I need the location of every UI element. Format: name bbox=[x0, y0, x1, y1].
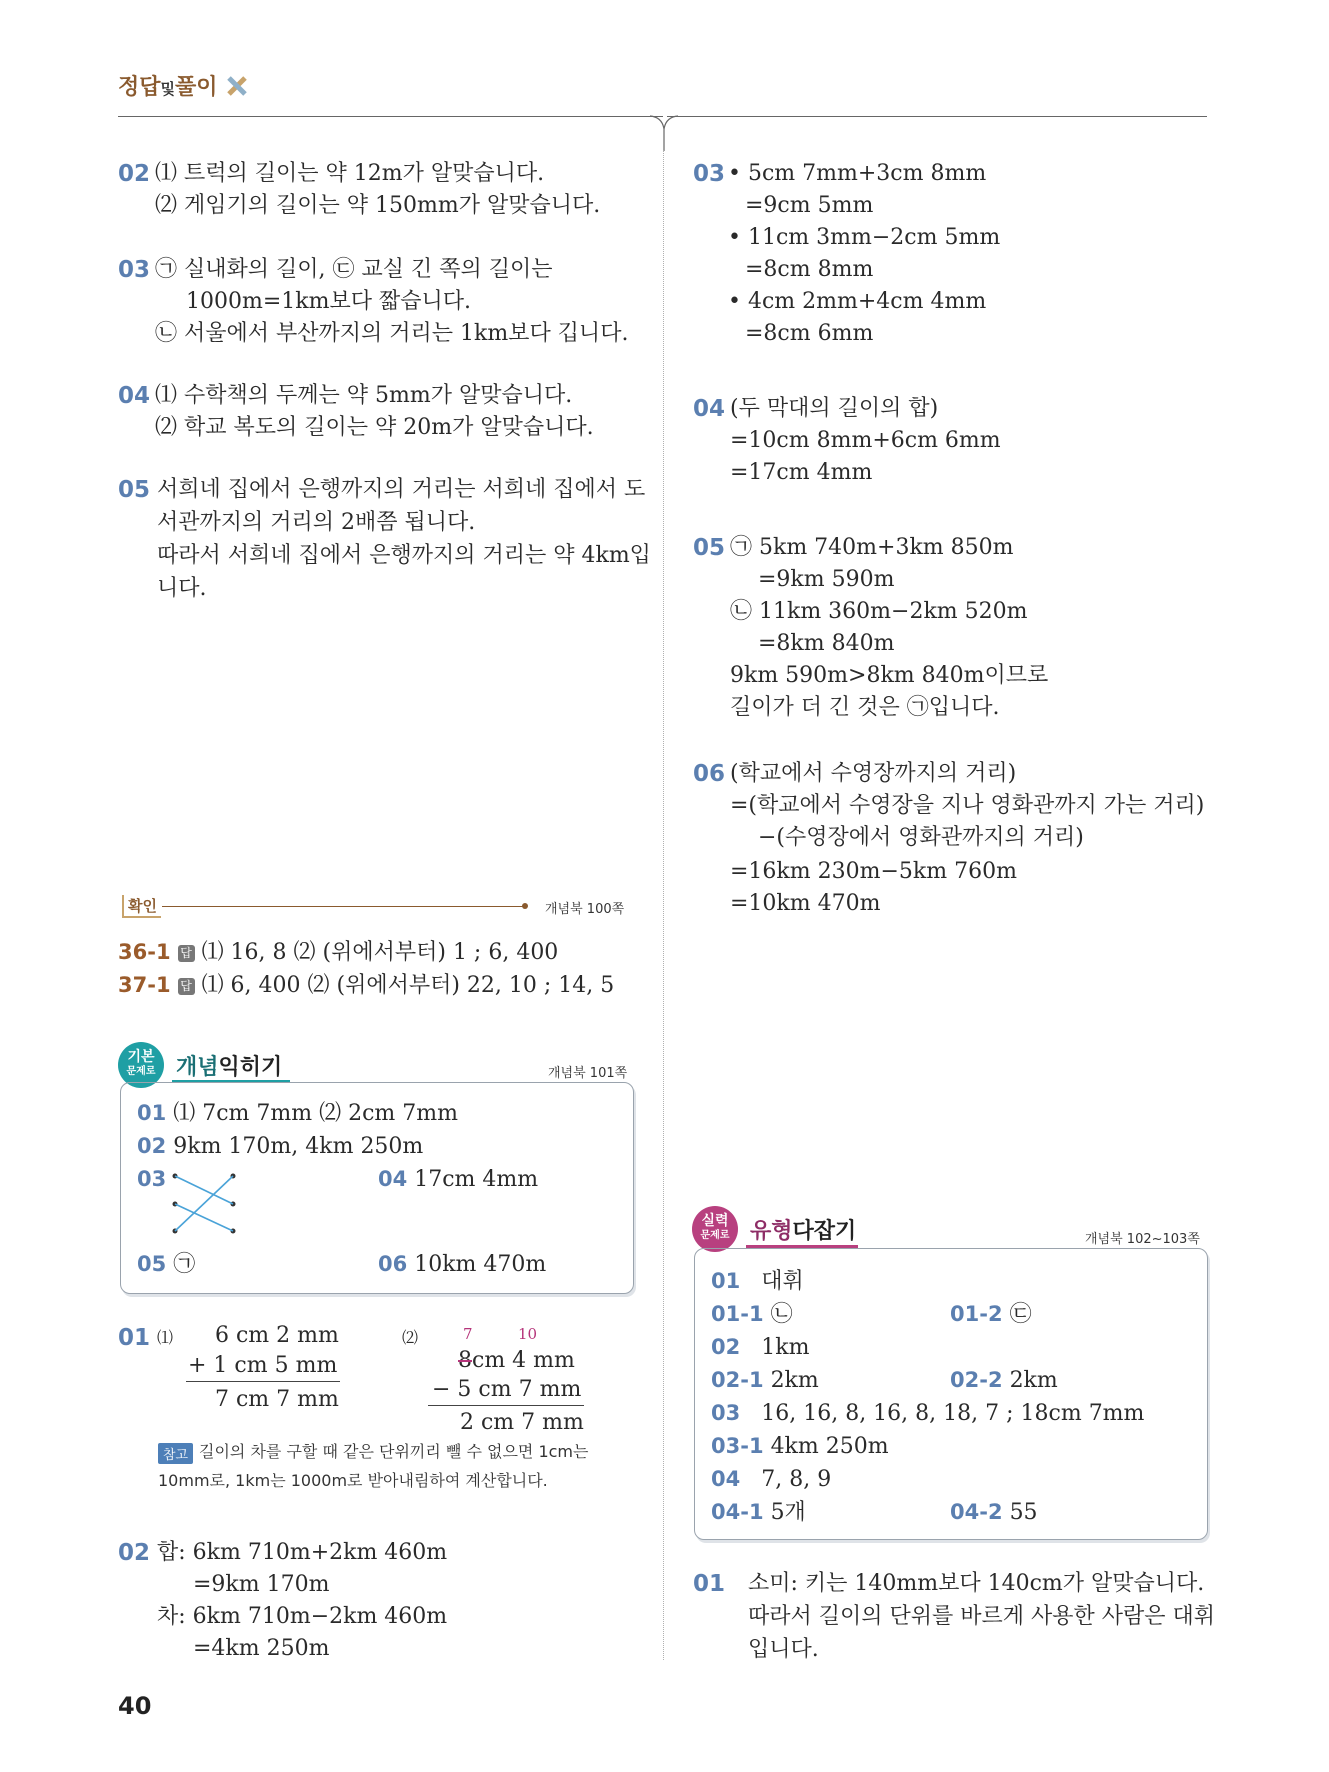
note-line: 길이의 차를 구할 때 같은 단위끼리 뺄 수 없으면 1cm는 bbox=[199, 1442, 589, 1461]
note-tag: 참고 bbox=[158, 1443, 193, 1464]
question-number: 04 bbox=[118, 383, 151, 409]
item-text: 9km 170m, 4km 250m bbox=[173, 1134, 424, 1159]
question-number: 01 bbox=[693, 1571, 726, 1597]
item-text: 7, 8, 9 bbox=[761, 1467, 832, 1492]
item-text: 2km bbox=[1009, 1368, 1058, 1393]
box2-item bbox=[711, 1331, 809, 1364]
answer-line: =10cm 8mm+6cm 6mm bbox=[730, 428, 1001, 453]
answer-line: =10km 470m bbox=[730, 891, 881, 916]
item-text: 2km bbox=[770, 1368, 819, 1393]
calc-row: − 5 cm 7 mm bbox=[432, 1377, 582, 1402]
page-number: 40 bbox=[118, 1692, 152, 1720]
borrow-digit: 7 bbox=[463, 1325, 473, 1343]
item-number: 02 bbox=[137, 1134, 167, 1158]
badge-line1: 실력 bbox=[701, 1213, 729, 1229]
item-text: 10km 470m bbox=[414, 1252, 547, 1277]
box2-item bbox=[711, 1397, 1144, 1430]
header-rule bbox=[118, 116, 663, 117]
part-label: ⑴ bbox=[157, 1328, 174, 1347]
answer-line: 서희네 집에서 은행까지의 거리는 서희네 집에서 도 bbox=[157, 477, 646, 502]
answer-line: ⑵ 게임기의 길이는 약 150mm가 알맞습니다. bbox=[155, 193, 601, 218]
box2-item bbox=[711, 1298, 793, 1331]
pencil-cross-icon bbox=[225, 74, 249, 98]
answer-line: =16km 230m−5km 760m bbox=[730, 859, 1017, 884]
answer-line: 합: 6km 710m+2km 460m bbox=[157, 1540, 448, 1565]
basic-title-b: 익히기 bbox=[218, 1055, 283, 1080]
box1-item-04 bbox=[378, 1163, 538, 1196]
item-text: ⑴ 7cm 7mm ⑵ 2cm 7mm bbox=[173, 1101, 458, 1126]
answer-line: (두 막대의 길이의 합) bbox=[730, 396, 939, 421]
header-title-b: 및 bbox=[160, 80, 176, 98]
item-number: 05 bbox=[137, 1252, 167, 1276]
badge-line2: 문제로 bbox=[126, 1066, 156, 1077]
calc-result: 7 cm 7 mm bbox=[215, 1387, 339, 1412]
box1-item-06 bbox=[378, 1248, 546, 1281]
answer-line: 길이가 더 긴 것은 ㉠입니다. bbox=[730, 695, 1000, 720]
item-number: 01 bbox=[711, 1269, 741, 1293]
matching-diagram bbox=[165, 1168, 245, 1238]
item-text: ㉡ bbox=[770, 1302, 793, 1327]
item-number: 02-1 bbox=[711, 1368, 764, 1392]
borrow-digit: 10 bbox=[518, 1325, 538, 1343]
answer-line: =17cm 4mm bbox=[730, 460, 873, 485]
question-number: 02 bbox=[118, 161, 151, 187]
item-number: 01 bbox=[137, 1101, 167, 1125]
answer-line: ⑵ 학교 복도의 길이는 약 20m가 알맞습니다. bbox=[155, 415, 594, 440]
calc-row: + 1 cm 5 mm bbox=[188, 1353, 338, 1378]
check-rule bbox=[162, 906, 524, 907]
calc-rule bbox=[186, 1381, 340, 1382]
answer-37-1 bbox=[118, 969, 614, 1002]
question-number: 03 bbox=[693, 161, 726, 187]
answer-line: =9km 590m bbox=[758, 567, 895, 592]
answer-line: • 11cm 3mm−2cm 5mm bbox=[728, 225, 1001, 250]
item-text: ㉠ bbox=[173, 1252, 196, 1277]
answer-number: 36-1 bbox=[118, 940, 171, 964]
answer-line: −(수영장에서 영화관까지의 거리) bbox=[758, 825, 1084, 850]
item-number: 06 bbox=[378, 1252, 408, 1276]
item-text: 55 bbox=[1009, 1500, 1038, 1525]
answer-line: =4km 250m bbox=[193, 1636, 330, 1661]
answer-line: (학교에서 수영장까지의 거리) bbox=[730, 761, 1017, 786]
skill-title-b: 다잡기 bbox=[792, 1219, 857, 1244]
header-rule-right bbox=[667, 116, 1207, 117]
calc-row: 6 cm 2 mm bbox=[215, 1323, 339, 1348]
answer-line: =9km 170m bbox=[193, 1572, 330, 1597]
answer-line: =(학교에서 수영장을 지나 영화관까지 가는 거리) bbox=[730, 793, 1205, 818]
basic-title bbox=[176, 1050, 282, 1081]
answer-line: • 5cm 7mm+3cm 8mm bbox=[728, 161, 987, 186]
answer-line: ㉡ 서울에서 부산까지의 거리는 1km보다 깁니다. bbox=[155, 321, 629, 346]
box2-item bbox=[711, 1496, 806, 1529]
item-text: 4km 250m bbox=[770, 1434, 889, 1459]
basic-page-ref: 개념북 101쪽 bbox=[548, 1066, 628, 1081]
item-text: 1km bbox=[761, 1335, 810, 1360]
part-label: ⑵ bbox=[402, 1328, 419, 1347]
box2-item bbox=[711, 1364, 819, 1397]
question-number: 05 bbox=[118, 477, 151, 503]
answer-line: • 4cm 2mm+4cm 4mm bbox=[728, 289, 987, 314]
skill-badge bbox=[692, 1206, 738, 1252]
answer-line: ㉠ 5km 740m+3km 850m bbox=[730, 535, 1014, 560]
box2-item bbox=[711, 1265, 804, 1298]
item-text: ㉢ bbox=[1009, 1302, 1032, 1327]
calc-row: cm 4 mm bbox=[472, 1348, 575, 1373]
answer-line: =8cm 6mm bbox=[745, 321, 874, 346]
item-number: 03-1 bbox=[711, 1434, 764, 1458]
answer-line: 9km 590m>8km 840m이므로 bbox=[730, 663, 1049, 688]
box1-item-05 bbox=[137, 1248, 195, 1281]
box1-item-01 bbox=[137, 1097, 458, 1130]
skill-title-a: 유형 bbox=[750, 1219, 793, 1244]
check-page-ref: 개념북 100쪽 bbox=[545, 902, 625, 917]
header-title-a: 정답 bbox=[118, 75, 161, 100]
box2-item bbox=[711, 1430, 889, 1463]
answer-line: 서관까지의 거리의 2배쯤 됩니다. bbox=[157, 510, 476, 535]
calc-result: 2 cm 7 mm bbox=[460, 1410, 584, 1435]
item-text: 5개 bbox=[770, 1500, 806, 1525]
answer-36-1 bbox=[118, 936, 558, 969]
box1-item-02 bbox=[137, 1130, 423, 1163]
box1-item-03 bbox=[137, 1163, 166, 1196]
answer-number: 37-1 bbox=[118, 973, 171, 997]
answer-line: 차: 6km 710m−2km 460m bbox=[157, 1604, 448, 1629]
answer-line: 입니다. bbox=[748, 1637, 819, 1662]
check-label: 확인 bbox=[122, 895, 161, 918]
answer-line: ⑴ 수학책의 두께는 약 5mm가 알맞습니다. bbox=[155, 383, 573, 408]
question-number: 06 bbox=[693, 761, 726, 787]
answer-line: 니다. bbox=[157, 576, 207, 601]
answer-line: 따라서 서희네 집에서 은행까지의 거리는 약 4km입 bbox=[157, 543, 651, 568]
item-text: 17cm 4mm bbox=[414, 1167, 539, 1192]
question-number: 01 bbox=[118, 1325, 151, 1351]
answer-line: =9cm 5mm bbox=[745, 193, 874, 218]
box2-item bbox=[950, 1364, 1058, 1397]
item-number: 01-1 bbox=[711, 1302, 764, 1326]
answer-line: ㉠ 실내화의 길이, ㉢ 교실 긴 쪽의 길이는 bbox=[155, 257, 553, 282]
box2-item bbox=[950, 1298, 1032, 1331]
item-number: 03 bbox=[711, 1401, 741, 1425]
skill-page-ref: 개념북 102~103쪽 bbox=[1085, 1232, 1200, 1247]
answer-icon: 답 bbox=[178, 945, 195, 962]
calc-rule bbox=[428, 1405, 584, 1406]
column-divider bbox=[663, 150, 664, 1660]
answer-line: 소미: 키는 140mm보다 140cm가 알맞습니다. bbox=[748, 1571, 1205, 1596]
item-number: 04 bbox=[711, 1467, 741, 1491]
item-number: 01-2 bbox=[950, 1302, 1003, 1326]
question-number: 04 bbox=[693, 396, 726, 422]
badge-line2: 문제로 bbox=[700, 1230, 730, 1241]
skill-title bbox=[750, 1214, 856, 1245]
check-rule-dot bbox=[522, 903, 528, 909]
answer-line: 1000m=1km보다 짧습니다. bbox=[186, 289, 471, 314]
item-number: 02-2 bbox=[950, 1368, 1003, 1392]
answer-line: ⑴ 트럭의 길이는 약 12m가 알맞습니다. bbox=[155, 161, 545, 186]
question-number: 05 bbox=[693, 535, 726, 561]
answer-icon: 답 bbox=[178, 978, 195, 995]
struck-digit: 8 bbox=[458, 1348, 472, 1373]
item-number: 04-2 bbox=[950, 1500, 1003, 1524]
answer-text: ⑴ 6, 400 ⑵ (위에서부터) 22, 10 ; 14, 5 bbox=[201, 973, 615, 998]
box2-item bbox=[711, 1463, 831, 1496]
question-number: 03 bbox=[118, 257, 151, 283]
item-text: 16, 16, 8, 16, 8, 18, 7 ; 18cm 7mm bbox=[761, 1401, 1145, 1426]
answer-line: ㉡ 11km 360m−2km 520m bbox=[730, 599, 1028, 624]
basic-title-a: 개념 bbox=[176, 1055, 219, 1080]
item-number: 02 bbox=[711, 1335, 741, 1359]
answer-line: =8cm 8mm bbox=[745, 257, 874, 282]
item-number: 04 bbox=[378, 1167, 408, 1191]
answer-text: ⑴ 16, 8 ⑵ (위에서부터) 1 ; 6, 400 bbox=[201, 940, 559, 965]
header-title-c: 풀이 bbox=[175, 75, 218, 100]
item-number: 03 bbox=[137, 1167, 167, 1191]
box2-item bbox=[950, 1496, 1038, 1529]
note-line: 10mm로, 1km는 1000m로 받아내림하여 계산합니다. bbox=[158, 1471, 548, 1490]
header-title bbox=[118, 70, 249, 101]
badge-line1: 기본 bbox=[127, 1049, 155, 1065]
column-notch bbox=[650, 115, 680, 151]
question-number: 02 bbox=[118, 1540, 151, 1566]
answer-line: =8km 840m bbox=[758, 631, 895, 656]
item-text: 대휘 bbox=[761, 1269, 804, 1294]
item-number: 04-1 bbox=[711, 1500, 764, 1524]
answer-line: 따라서 길이의 단위를 바르게 사용한 사람은 대휘 bbox=[748, 1604, 1216, 1629]
